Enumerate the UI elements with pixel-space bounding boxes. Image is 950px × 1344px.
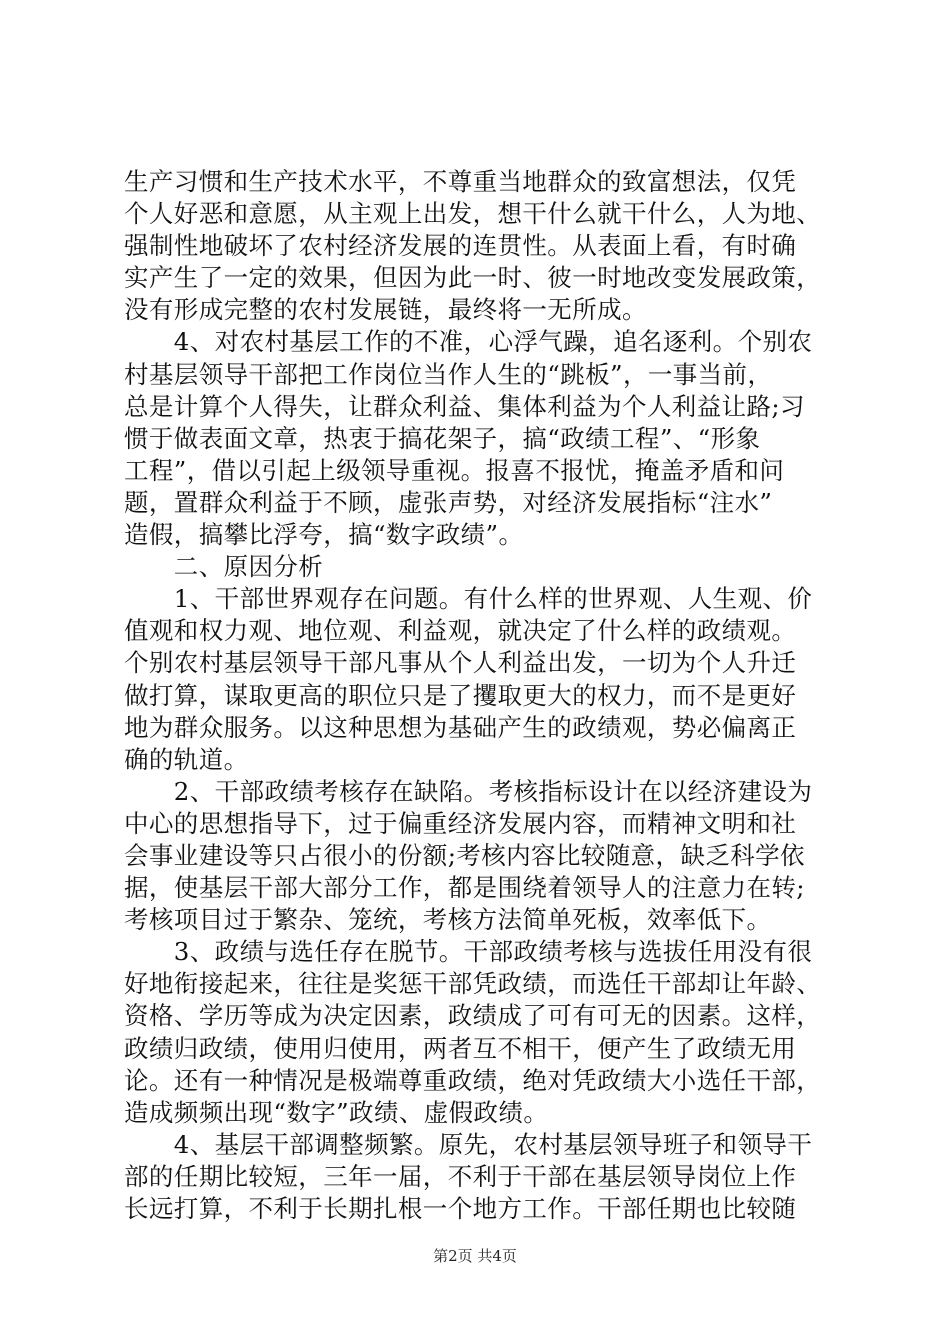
text-line: 1、干部世界观存在问题。有什么样的世界观、人生观、价 — [124, 584, 813, 614]
text-line: 个人好恶和意愿，从主观上出发，想干什么就干什么，人为地、 — [124, 199, 822, 229]
text-line: 长远打算，不利于长期扎根一个地方工作。干部任期也比较随 — [124, 1194, 797, 1223]
text-line: 论。还有一种情况是极端尊重政绩，绝对凭政绩大小选任干部， — [124, 1065, 822, 1095]
text-line: 强制性地破坏了农村经济发展的连贯性。从表面上看，有时确 — [124, 231, 797, 261]
text-line: 值观和权力观、地位观、利益观，就决定了什么样的政绩观。 — [124, 616, 797, 646]
text-line: 3、政绩与选任存在脱节。干部政绩考核与选拔任用没有很 — [124, 937, 813, 967]
document-body — [124, 166, 832, 1225]
text-line: 会事业建设等只占很小的份额;考核内容比较随意，缺乏科学依 — [124, 840, 805, 870]
page-footer: 第2页 共4页 — [433, 1247, 517, 1265]
text-line: 个别农村基层领导干部凡事从个人利益出发，一切为个人升迁 — [124, 648, 797, 678]
text-line: 好地衔接起来，往往是奖惩干部凭政绩，而选任干部却让年龄、 — [124, 969, 822, 999]
text-line: 中心的思想指导下，过于偏重经济发展内容，而精神文明和社 — [124, 808, 797, 838]
text-line: 生产习惯和生产技术水平，不尊重当地群众的致富想法，仅凭 — [124, 167, 797, 196]
text-line: 做打算，谋取更高的职位只是了攫取更大的权力，而不是更好 — [124, 680, 797, 710]
text-line: 资格、学历等成为决定因素，政绩成了可有可无的因素。这样， — [124, 1001, 822, 1031]
text-line: 政绩归政绩，使用归使用，两者互不相干，便产生了政绩无用 — [124, 1033, 797, 1063]
text-line: 4、对农村基层工作的不准，心浮气躁，追名逐利。个别农 — [124, 327, 813, 357]
text-line: 考核项目过于繁杂、笼统，考核方法简单死板，效率低下。 — [124, 905, 772, 935]
text-line: 二、原因分析 — [124, 552, 324, 582]
text-line: 造成频频出现“数字”政绩、虚假政绩。 — [124, 1097, 549, 1127]
text-line: 总是计算个人得失，让群众利益、集体利益为个人利益让路;习 — [124, 391, 805, 421]
text-line: 据，使基层干部大部分工作，都是围绕着领导人的注意力在转; — [124, 873, 805, 903]
text-line: 工程”，借以引起上级领导重视。报喜不报忧，掩盖矛盾和问 — [124, 455, 785, 485]
text-line: 部的任期比较短，三年一届，不利于干部在基层领导岗位上作 — [124, 1161, 797, 1191]
text-line: 题，置群众利益于不顾，虚张声势，对经济发展指标“注水” — [124, 487, 773, 517]
text-line: 2、干部政绩考核存在缺陷。考核指标设计在以经济建设为 — [124, 776, 813, 806]
text-line: 确的轨道。 — [124, 744, 249, 774]
text-line: 地为群众服务。以这种思想为基础产生的政绩观，势必偏离正 — [124, 712, 797, 742]
text-line: 没有形成完整的农村发展链，最终将一无所成。 — [124, 295, 647, 325]
text-line: 惯于做表面文章，热衷于搞花架子，搞“政绩工程”、“形象 — [124, 423, 761, 453]
text-line: 实产生了一定的效果，但因为此一时、彼一时地改变发展政策， — [124, 263, 822, 293]
text-line: 村基层领导干部把工作岗位当作人生的“跳板”，一事当前， — [124, 359, 773, 389]
text-line: 造假，搞攀比浮夸，搞“数字政绩”。 — [124, 520, 524, 550]
text-line: 4、基层干部调整频繁。原先，农村基层领导班子和领导干 — [124, 1129, 813, 1159]
